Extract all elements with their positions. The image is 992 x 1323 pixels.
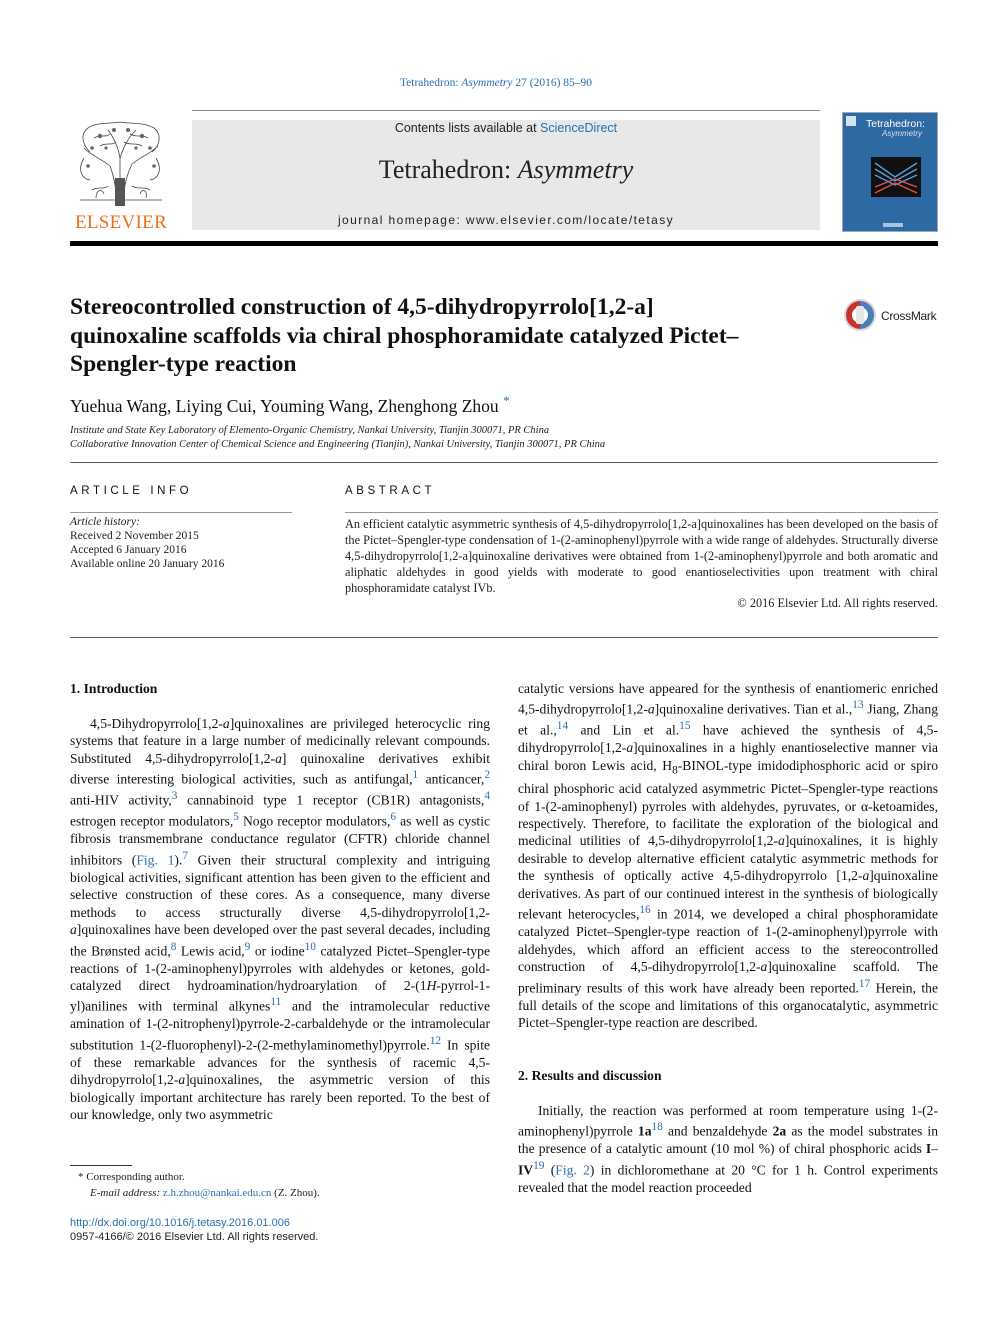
publisher-name: ELSEVIER <box>74 212 168 233</box>
doi-link[interactable]: http://dx.doi.org/10.1016/j.tetasy.2016.01.006 <box>70 1217 290 1229</box>
introduction-text: 4,5-Dihydropyrrolo[1,2-a]quinoxalines are privileged heterocyclic ring systems that feature in a large number of medicinally relevant compounds. Substituted 4,5-dihydropyrrolo[1,2-a] quinoxaline derivatives exhibit diverse interesting biological activities, such as antifungal,$^1$ anticancer,$^2$ anti-HIV activity,$^3$ cannabinoid type 1 receptor (CB1R) antagonists,$^4$ estrogen receptor modulators,$^5$ Nogo receptor modulators,$^6$ as well as cystic fibrosis transmembrane conductance regulator (CFTR) chloride channel inhibitors (Fig. 1).$^7$ Given their structural complexity and intriguing biological activities, significant attention has been given to the efficient and selective construction of these cores. As a consequence, many diverse methods to access structurally diverse 4,5-dihydropyrrolo[1,2-a]quinoxalines have been developed over the past several decades, including the Brønsted acid,$^8$ Lewis acid,$^9$ or iodine$^{10}$ catalyzed Pictet–Spengler-type reactions of 1-(2-aminophenyl)pyrroles with aldehydes or ketones, gold-catalyzed direct hydroamination/hydroarylation of 2-(1H-pyrrol-1-yl)anilines with terminal alkynes$^{11}$ and the intramolecular reductive amination of 1-(2-nitrophenyl)pyrrole-2-carbaldehyde or the intramolecular substitution 1-(2-fluorophenyl)-2-(2-methylaminomethyl)pyrrole.$^{12}$ In spite of these remarkable advances for the synthesis of racemic 4,5-dihydropyrrolo[1,2-a]quinoxalines, the asymmetric version of this biologically important architecture has rarely been reported. To the best of our knowledge, only two asymmetric <box>70 716 491 1123</box>
abstract-divider <box>70 637 938 638</box>
received-date: Received 2 November 2015 <box>70 530 199 542</box>
journal-name: Tetrahedron: Asymmetry <box>378 155 634 184</box>
sciencedirect-link[interactable]: ScienceDirect <box>540 121 618 135</box>
contents-line: Contents lists available at ScienceDirect <box>394 121 618 135</box>
issn-copyright: 0957-4166/© 2016 Elsevier Ltd. All rights reserved. <box>70 1231 319 1243</box>
accepted-date: Accepted 6 January 2016 <box>70 544 187 556</box>
abstract-rule <box>345 512 938 513</box>
email-note: E-mail address: z.h.zhou@nankai.edu.cn (Z. Zhou). <box>90 1187 320 1199</box>
affiliation-1: Institute and State Key Laboratory of Elemento-Organic Chemistry, Nankai University, Tianjin 300071, PR China <box>70 425 550 436</box>
results-heading: 2. Results and discussion <box>518 1068 662 1083</box>
crossmark-label[interactable]: CrossMark <box>881 309 937 323</box>
introduction-heading: 1. Introduction <box>70 681 158 696</box>
history-label: Article history: <box>70 516 140 528</box>
affiliation-divider <box>70 462 938 463</box>
article-info-heading: ARTICLE INFO <box>70 485 193 497</box>
abstract-copyright: © 2016 Elsevier Ltd. All rights reserved. <box>737 596 938 610</box>
article-title: Stereocontrolled construction of 4,5-dihydropyrrolo[1,2-a] quinoxaline scaffolds via chiral phosphoramidate catalyzed Pictet–Spengler-type reaction <box>70 294 739 377</box>
abstract-heading: ABSTRACT <box>345 485 436 497</box>
header-divider <box>70 241 938 246</box>
introduction-text-continued: catalytic versions have appeared for the synthesis of enantiomeric enriched 4,5-dihydropyrrolo[1,2-a]quinoxaline derivatives. Tian et al.,$^{13}$ Jiang, Zhang et al.,$^{14}$ and Lin et al.$^{15}$ have achieved the synthesis of 4,5-dihydropyrrolo[1,2-a]quinoxalines in a highly enantioselective manner via chiral boron Lewis acid, $H_8-BINOL$-type imidodiphosphoric acid or spiro chiral phosphoric acid catalyzed asymmetric Pictet–Spengler-type reactions of 1-(2-aminophenyl) pyrroles with aldehydes, pyruvates, or α-ketoamides, respectively. Therefore, to facilitate the exploration of the biological and medicinal utilities of 4,5-dihydropyrrolo[1,2-a]quinoxalines, it is highly desirable to develop alternative efficient catalytic asymmetric methods for the synthesis of optically active 4,5-dihydropyrrolo [1,2-a]quinoxaline derivatives. As part of our continued interest in the synthesis of biologically relevant heterocycles,$^{16}$ in 2014, we developed a chiral phosphoramidate catalyzed Pictet–Spengler-type reaction of 1-(2-aminophenyl)pyrrole with aldehydes, which afford an efficient access to the stereocontrolled construction of 4,5-dihydropyrrolo[1,2-a]quinoxaline scaffold. The preliminary results of this work have already been reported.$^{17}$ Herein, the full details of the scope and limitations of this organocatalytic, asymmetric Pictet–Spengler-type reaction are described. <box>518 681 938 1030</box>
email-link[interactable]: z.h.zhou@nankai.edu.cn <box>162 1187 272 1199</box>
corresponding-author-mark[interactable]: * <box>503 393 510 408</box>
results-text: Initially, the reaction was performed at room temperature using 1-(2-aminophenyl)pyrrole 1a$^{18}$ and benzaldehyde 2a as the model substrates in the presence of a catalytic amount (10 mol %) of chiral phosphoric acids I–IV$^{19}$ (Fig. 2) in dichloromethane at 20 °C for 1 h. Control experiments revealed that the model reaction proceeded <box>518 1103 938 1195</box>
header-rule <box>192 110 820 111</box>
corresponding-author-note: * Corresponding author. <box>78 1171 185 1183</box>
journal-homepage[interactable]: journal homepage: www.elsevier.com/locate/tetasy <box>337 213 674 227</box>
cover-subtitle: Asymmetry <box>882 129 922 138</box>
cover-title: Tetrahedron: <box>866 118 925 130</box>
affiliation-2: Collaborative Innovation Center of Chemical Science and Engineering (Tianjin), Nankai University, Tianjin 300071, PR China <box>70 439 606 450</box>
crossmark-icon[interactable] <box>843 298 877 332</box>
journal-citation[interactable]: Tetrahedron: Asymmetry 27 (2016) 85–90 <box>399 77 593 89</box>
online-date: Available online 20 January 2016 <box>70 558 225 570</box>
footnote-rule <box>70 1165 132 1166</box>
author-list: Yuehua Wang, Liying Cui, Youming Wang, Zhenghong Zhou * <box>70 393 510 416</box>
article-info-rule <box>70 512 292 513</box>
abstract-text: An efficient catalytic asymmetric synthesis of 4,5-dihydropyrrolo[1,2-a]quinoxalines has been developed on the basis of the Pictet–Spengler-type condensation of 1-(2-aminophenyl)pyrrole with a wide range of aldehydes. Structurally diverse 4,5-dihydropyrrolo[1,2-a]quinoxaline derivatives were obtained from 1-(2-aminophenyl)pyrrole and both aromatic and aliphatic aldehydes in good yields with moderate to good enantioselectivities upon treatment with chiral phosphoramidate catalyst IVb. <box>345 517 938 596</box>
